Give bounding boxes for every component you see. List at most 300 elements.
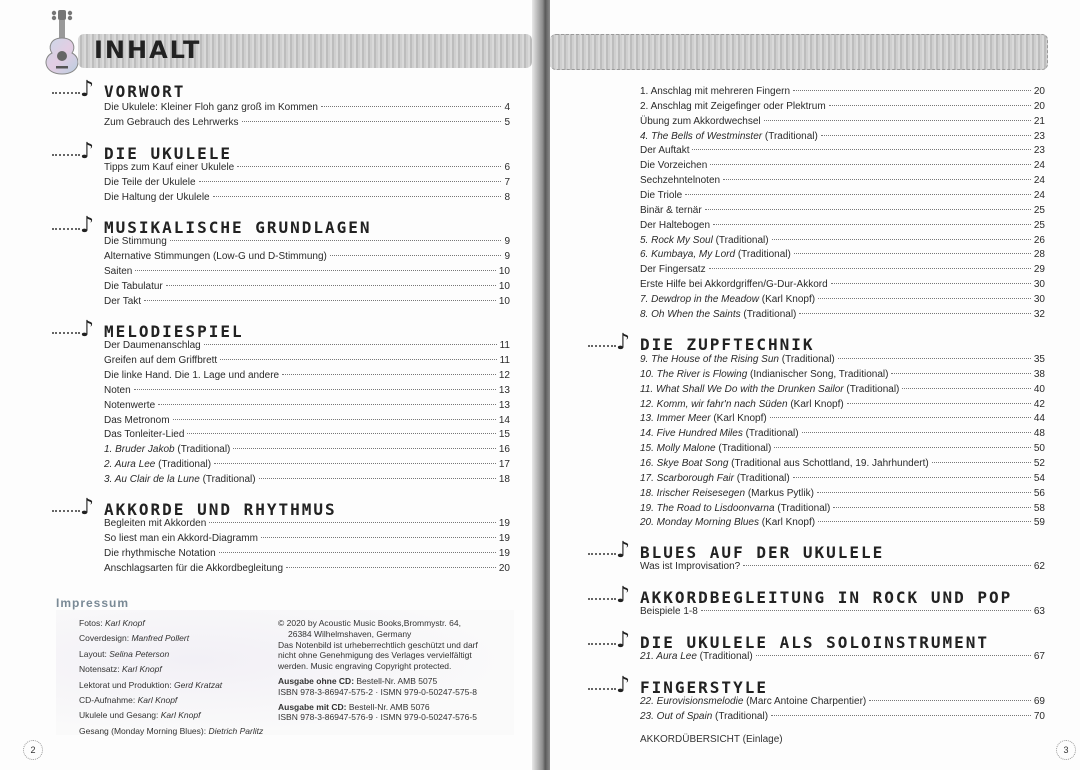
toc-entry (640, 694, 1045, 709)
toc-entry (640, 143, 1045, 158)
toc-entry-author: (Traditional) (155, 459, 212, 471)
dot-leader (831, 283, 1031, 284)
toc-entry-title (640, 471, 790, 486)
toc-entry-text: 1. Bruder Jakob (104, 444, 175, 456)
toc-entry-author: (Traditional) (199, 474, 256, 486)
contents-banner (78, 34, 532, 68)
credit-person: Selina Peterson (109, 648, 170, 659)
toc-page-number: 25 (1033, 204, 1045, 216)
toc-page-number: 44 (1033, 413, 1045, 425)
credit-role: Notensatz: (79, 664, 122, 675)
dot-leader (818, 521, 1031, 522)
toc-page-number: 13 (498, 399, 510, 411)
music-note-icon: ♪ (616, 330, 631, 355)
dot-leader (709, 268, 1031, 269)
contents-banner-continued (550, 34, 1048, 70)
toc-entry-title (640, 397, 844, 412)
toc-entry-author: (Karl Knopf) (758, 517, 816, 529)
toc-entry (640, 456, 1045, 471)
toc-entry-author: (Karl Knopf) (787, 398, 844, 410)
toc-entry-author: (Traditional) (174, 444, 231, 456)
toc-page-number: 20 (1033, 86, 1045, 97)
toc-entry-text: 9. The House of the Rising Sun (640, 354, 779, 365)
toc-entry-text: Der Auftakt (640, 145, 690, 157)
toc-entry-author: (Traditional) (712, 234, 769, 246)
toc-entry-title (640, 99, 826, 114)
toc-entry (104, 383, 510, 398)
toc-entry-title (640, 501, 830, 516)
toc-entry (104, 442, 510, 457)
dot-leader (170, 240, 502, 241)
toc-entry-title (640, 694, 866, 709)
toc-entry (640, 604, 1045, 619)
toc-entry-text: Die Triole (640, 189, 683, 201)
dot-leader (685, 194, 1031, 195)
toc-page-number: 24 (1033, 189, 1045, 201)
dot-leader (772, 239, 1031, 240)
dot-leader (166, 285, 496, 286)
toc-entry-text: 10. The River is Flowing (640, 368, 748, 380)
section-title: DIE ZUPFTECHNIK (640, 335, 815, 354)
toc-entry-text: Beispiele 1-8 (640, 606, 698, 617)
toc-entry-title (640, 188, 682, 203)
toc-entry-text: Noten (104, 384, 131, 396)
credit-role: CD-Aufnahme: (79, 695, 138, 705)
dot-leader (286, 567, 496, 568)
toc-page-number: 50 (1033, 443, 1045, 455)
section-title: AKKORDBEGLEITUNG IN ROCK UND POP (640, 588, 1013, 607)
edition-number: Bestell-Nr. AMB 5076 (346, 701, 430, 712)
toc-page-number: 14 (498, 414, 510, 426)
toc-entry-author: (Traditional) (843, 383, 900, 395)
dotted-line (588, 345, 616, 347)
toc-entry-title (104, 413, 170, 428)
toc-page-number: 9 (504, 250, 510, 262)
toc-entry-title (104, 353, 217, 368)
credit-person: Karl Knopf (104, 618, 145, 628)
toc-entry-title (104, 100, 318, 115)
toc-entry-title (104, 398, 155, 413)
toc-page-number: 17 (498, 459, 510, 471)
toc-entry (640, 233, 1045, 248)
toc-entry (640, 173, 1045, 188)
toc-entry-title (640, 426, 799, 441)
toc-entry-title (640, 382, 899, 397)
toc-entry-author: (Traditional) (778, 354, 835, 365)
toc-entry-title (640, 247, 791, 262)
toc-entry-text: 8. Oh When the Saints (640, 308, 741, 320)
dot-leader (214, 463, 496, 464)
credit-line (79, 618, 145, 629)
toc-entry-author: (Traditional) (742, 428, 799, 440)
toc-entry-author: (Markus Pytlik) (745, 487, 814, 499)
toc-entry-text: 15. Molly Malone (640, 443, 716, 455)
dot-leader (771, 715, 1031, 716)
toc-entry-text: Was ist Improvisation? (640, 561, 741, 572)
toc-entry-author: (Marc Antoine Charpentier) (743, 696, 867, 707)
dot-leader (802, 432, 1031, 433)
right-page (550, 0, 1080, 770)
toc-entry (104, 264, 510, 279)
credit-line (79, 649, 169, 660)
toc-page-number: 12 (498, 369, 510, 381)
dotted-line (52, 92, 80, 94)
toc-entry (104, 100, 510, 115)
toc-page-number: 19 (498, 547, 510, 559)
toc-page-number: 40 (1033, 383, 1045, 395)
toc-entry-text: Die linke Hand. Die 1. Lage und andere (104, 369, 280, 381)
toc-entry (640, 411, 1045, 426)
section-title: DIE UKULELE ALS SOLOINSTRUMENT (640, 633, 989, 652)
toc-entry-title (640, 158, 707, 173)
toc-entry-title (104, 427, 184, 442)
toc-entry (104, 413, 510, 428)
credit-line (79, 633, 189, 644)
publisher-line (278, 702, 430, 713)
toc-entry-title (104, 234, 167, 249)
toc-entry-title (640, 307, 796, 322)
toc-page-number: 15 (498, 429, 510, 441)
toc-entry-text: So liest man ein Akkord-Diagramm (104, 532, 258, 544)
dot-leader (213, 196, 502, 197)
toc-page-number: 48 (1033, 428, 1045, 440)
toc-page-number: 30 (1033, 293, 1045, 305)
toc-page-number: 42 (1033, 398, 1045, 410)
toc-page-number: 29 (1033, 264, 1045, 276)
contents-title: INHALT (94, 36, 202, 64)
toc-entry (640, 84, 1045, 99)
dotted-line (52, 332, 80, 334)
toc-entry-text: Das Metronom (104, 414, 170, 426)
toc-entry-title (640, 129, 818, 144)
toc-entry (640, 114, 1045, 129)
toc-entry-title (640, 649, 753, 664)
toc-page-number: 16 (498, 444, 510, 456)
toc-entry-text: 21. Aura Lee (640, 651, 697, 662)
dot-leader (134, 389, 496, 390)
toc-page-number: 35 (1033, 354, 1045, 365)
toc-entry (104, 368, 510, 383)
toc-entry-author: (Indianischer Song, Traditional) (747, 368, 889, 380)
dot-leader (187, 433, 495, 434)
dot-leader (282, 374, 496, 375)
toc-entry (640, 218, 1045, 233)
toc-entry (640, 158, 1045, 173)
toc-entry-author: (Traditional) (740, 308, 797, 320)
toc-entry (640, 397, 1045, 412)
toc-page-number: 56 (1033, 487, 1045, 499)
toc-page-number: 32 (1033, 308, 1045, 320)
toc-entry (104, 294, 510, 309)
toc-entry-title (104, 561, 283, 576)
toc-entry (640, 292, 1045, 307)
toc-entry (104, 234, 510, 249)
page-number-left: 2 (23, 740, 43, 760)
toc-entry (104, 175, 510, 190)
toc-entry-title (104, 383, 131, 398)
toc-page-number: 10 (498, 265, 510, 277)
dot-leader (158, 404, 496, 405)
dot-leader (793, 90, 1031, 91)
dot-leader (321, 106, 501, 107)
toc-page-number: 24 (1033, 160, 1045, 172)
toc-entry (104, 279, 510, 294)
toc-entry-author: (Karl Knopf) (710, 413, 767, 425)
dot-leader (799, 313, 1030, 314)
music-note-icon: ♪ (80, 139, 95, 164)
toc-page-number: 54 (1033, 472, 1045, 484)
credit-person: Gerd Kratzat (173, 679, 223, 690)
toc-entry-title (640, 709, 768, 724)
toc-entry-text: Die Haltung der Ukulele (104, 191, 210, 203)
publisher-line: © 2020 by Acoustic Music Books,Brommystr. 64, (278, 618, 461, 628)
toc-entry (640, 486, 1045, 501)
dot-leader (770, 417, 1031, 418)
section-title: FINGERSTYLE (640, 678, 768, 697)
credit-role: Layout: (79, 648, 110, 659)
toc-entry-title (104, 175, 196, 190)
toc-entry-title (640, 292, 815, 307)
dot-leader (756, 655, 1031, 656)
toc-entry-text: Begleiten mit Akkorden (104, 518, 207, 529)
toc-page-number: 59 (1033, 517, 1045, 529)
toc-entry (104, 398, 510, 413)
toc-entry-text: Die Ukulele: Kleiner Floh ganz groß im Kommen (104, 102, 318, 113)
toc-entry-text: 22. Eurovisionsmelodie (640, 696, 744, 707)
credit-person: Karl Knopf (137, 695, 178, 705)
toc-entry (104, 546, 510, 561)
toc-page-number: 26 (1033, 234, 1045, 246)
toc-entry-text: Binär & ternär (640, 204, 702, 216)
toc-entry (104, 472, 510, 487)
dot-leader (220, 359, 496, 360)
toc-page-number: 4 (504, 102, 510, 113)
toc-entry-text: 14. Five Hundred Miles (640, 428, 743, 440)
publisher-line (278, 676, 437, 687)
dotted-line (52, 228, 80, 230)
toc-entry-text: 16. Skye Boat Song (640, 457, 729, 469)
left-page (0, 0, 538, 770)
publisher-line: werden. Music engraving Copyright protected. (278, 661, 452, 672)
toc-entry (104, 516, 510, 531)
toc-entry-title (104, 190, 210, 205)
dot-leader (743, 565, 1031, 566)
toc-page-number: 58 (1033, 502, 1045, 514)
dotted-line (588, 688, 616, 690)
toc-entry (640, 559, 1045, 574)
publisher-line: ISBN 978-3-86947-575-2 · ISMN 979-0-50247-575-8 (278, 686, 477, 697)
dot-leader (330, 255, 502, 256)
toc-entry-text: 4. The Bells of Westminster (640, 130, 763, 142)
toc-entry-text: Greifen auf dem Griffbrett (104, 354, 218, 366)
toc-entry-text: Sechzehntelnoten (640, 175, 721, 187)
toc-entry-title (104, 516, 206, 531)
dot-leader (199, 181, 502, 182)
toc-entry (104, 249, 510, 264)
toc-entry-text: 23. Out of Spain (640, 710, 713, 722)
toc-entry-title (640, 262, 706, 277)
toc-entry-text: 17. Scarborough Fair (640, 472, 734, 484)
dot-leader (259, 478, 496, 479)
toc-entry-text: Die Vorzeichen (640, 160, 708, 172)
toc-entry-title (640, 367, 888, 382)
toc-entry-text: Übung zum Akkordwechsel (640, 115, 761, 127)
toc-entry-title (104, 338, 201, 353)
toc-entry-text: 6. Kumbaya, My Lord (640, 249, 736, 261)
toc-entry-text: Der Fingersatz (640, 264, 706, 276)
toc-entry-author: (Traditional) (735, 249, 791, 261)
toc-entry (640, 188, 1045, 203)
section-title: MUSIKALISCHE GRUNDLAGEN (104, 218, 372, 237)
toc-page-number: 19 (498, 532, 510, 544)
toc-entry (104, 531, 510, 546)
dot-leader (821, 135, 1031, 136)
credit-line (79, 695, 177, 706)
toc-page-number: 19 (498, 518, 510, 529)
edition-number: Bestell-Nr. AMB 5075 (354, 676, 438, 686)
toc-entry-text: Die rhythmische Notation (104, 547, 216, 559)
section-title: AKKORDE UND RHYTHMUS (104, 500, 337, 519)
credit-role: Fotos: (79, 618, 105, 628)
toc-page-number: 63 (1033, 606, 1045, 617)
toc-page-number: 11 (499, 354, 510, 366)
section-title: BLUES AUF DER UKULELE (640, 543, 885, 562)
toc-page-number: 25 (1033, 219, 1045, 231)
toc-entry-title (640, 84, 790, 99)
toc-entry (640, 129, 1045, 144)
toc-entry (104, 457, 510, 472)
credit-line (79, 680, 222, 691)
toc-entry (640, 99, 1045, 114)
toc-entry-text: Tipps zum Kauf einer Ukulele (104, 162, 235, 173)
toc-entry (640, 307, 1045, 322)
toc-entry (640, 501, 1045, 516)
toc-entry-author: (Traditional) (762, 130, 818, 142)
toc-entry (640, 352, 1045, 367)
toc-entry-title (640, 143, 689, 158)
toc-page-number: 10 (498, 280, 510, 292)
dot-leader (204, 344, 497, 345)
dot-leader (829, 105, 1031, 106)
toc-entry-title (104, 531, 258, 546)
dot-leader (705, 209, 1031, 210)
toc-entry (104, 160, 510, 175)
appendix-entry: AKKORDÜBERSICHT (Einlage) (640, 734, 783, 745)
credit-role: Lektorat und Produktion: (79, 679, 174, 690)
dot-leader (261, 537, 496, 538)
toc-entry-text: Der Haltebogen (640, 219, 711, 231)
dot-leader (902, 388, 1030, 389)
page-number-right: 3 (1056, 740, 1076, 760)
dot-leader (710, 164, 1031, 165)
edition-label: Ausgabe mit CD: (278, 701, 347, 712)
dot-leader (209, 522, 496, 523)
toc-entry-author: (Karl Knopf) (758, 293, 816, 305)
dot-leader (817, 492, 1031, 493)
music-note-icon: ♪ (80, 495, 95, 520)
toc-entry-title (104, 294, 141, 309)
dot-leader (794, 253, 1031, 254)
music-note-icon: ♪ (616, 538, 631, 563)
dot-leader (774, 447, 1031, 448)
toc-entry (640, 709, 1045, 724)
toc-entry-author: (Traditional) (715, 443, 772, 455)
credit-line (79, 664, 162, 675)
dotted-line (52, 154, 80, 156)
toc-page-number: 28 (1033, 249, 1045, 261)
toc-entry-author: (Traditional aus Schottland, 19. Jahrhundert) (728, 457, 929, 469)
dot-leader (764, 120, 1031, 121)
dotted-line (52, 510, 80, 512)
toc-entry (640, 382, 1045, 397)
toc-entry-title (104, 115, 239, 130)
credit-person: Karl Knopf (160, 710, 201, 721)
toc-entry (104, 427, 510, 442)
toc-entry (640, 515, 1045, 530)
dot-leader (723, 179, 1031, 180)
music-note-icon: ♪ (80, 213, 95, 238)
toc-entry-text: Das Tonleiter-Lied (104, 429, 185, 441)
toc-entry-text: 1. Anschlag mit mehreren Fingern (640, 86, 791, 97)
toc-entry-title (640, 114, 761, 129)
toc-entry-title (640, 233, 769, 248)
toc-entry-text: 5. Rock My Soul (640, 234, 713, 246)
credit-person: Manfred Pollert (131, 633, 190, 644)
toc-page-number: 7 (504, 176, 510, 188)
dot-leader (869, 700, 1031, 701)
music-note-icon: ♪ (616, 673, 631, 698)
toc-entry-title (640, 486, 814, 501)
toc-entry-text: 19. The Road to Lisdoonvarna (640, 502, 775, 514)
credit-person: Karl Knopf (122, 664, 162, 675)
toc-entry-title (640, 604, 698, 619)
toc-entry-text: Der Daumenanschlag (104, 340, 201, 351)
toc-entry-text: Erste Hilfe bei Akkordgriffen/G-Dur-Akkord (640, 279, 828, 291)
toc-page-number: 62 (1033, 561, 1045, 572)
toc-entry (640, 471, 1045, 486)
music-note-icon: ♪ (80, 77, 95, 102)
toc-entry-text: Alternative Stimmungen (Low-G und D-Stimmung) (104, 250, 327, 262)
toc-page-number: 24 (1033, 175, 1045, 187)
toc-entry-text: Saiten (104, 265, 133, 277)
credit-role: Ukulele und Gesang: (79, 710, 161, 721)
toc-page-number: 20 (498, 562, 510, 574)
toc-entry-title (640, 441, 771, 456)
toc-entry-title (640, 456, 929, 471)
dot-leader (237, 166, 501, 167)
toc-entry (640, 262, 1045, 277)
dot-leader (692, 149, 1030, 150)
toc-entry-text: Der Takt (104, 295, 142, 307)
toc-page-number: 13 (498, 384, 510, 396)
toc-entry-title (640, 218, 710, 233)
toc-entry (640, 277, 1045, 292)
toc-entry-title (104, 546, 216, 561)
toc-page-number: 23 (1033, 130, 1045, 142)
credit-role: Coverdesign: (79, 633, 132, 644)
credit-line (79, 710, 200, 721)
dot-leader (713, 224, 1031, 225)
dot-leader (219, 552, 496, 553)
toc-entry-text: 18. Irischer Reisesegen (640, 487, 746, 499)
toc-page-number: 8 (504, 191, 510, 203)
toc-entry-text: Die Stimmung (104, 236, 167, 247)
toc-entry-text: 7. Dewdrop in the Meadow (640, 293, 759, 305)
dot-leader (793, 477, 1031, 478)
toc-entry (640, 649, 1045, 664)
dotted-line (588, 598, 616, 600)
dot-leader (891, 373, 1030, 374)
